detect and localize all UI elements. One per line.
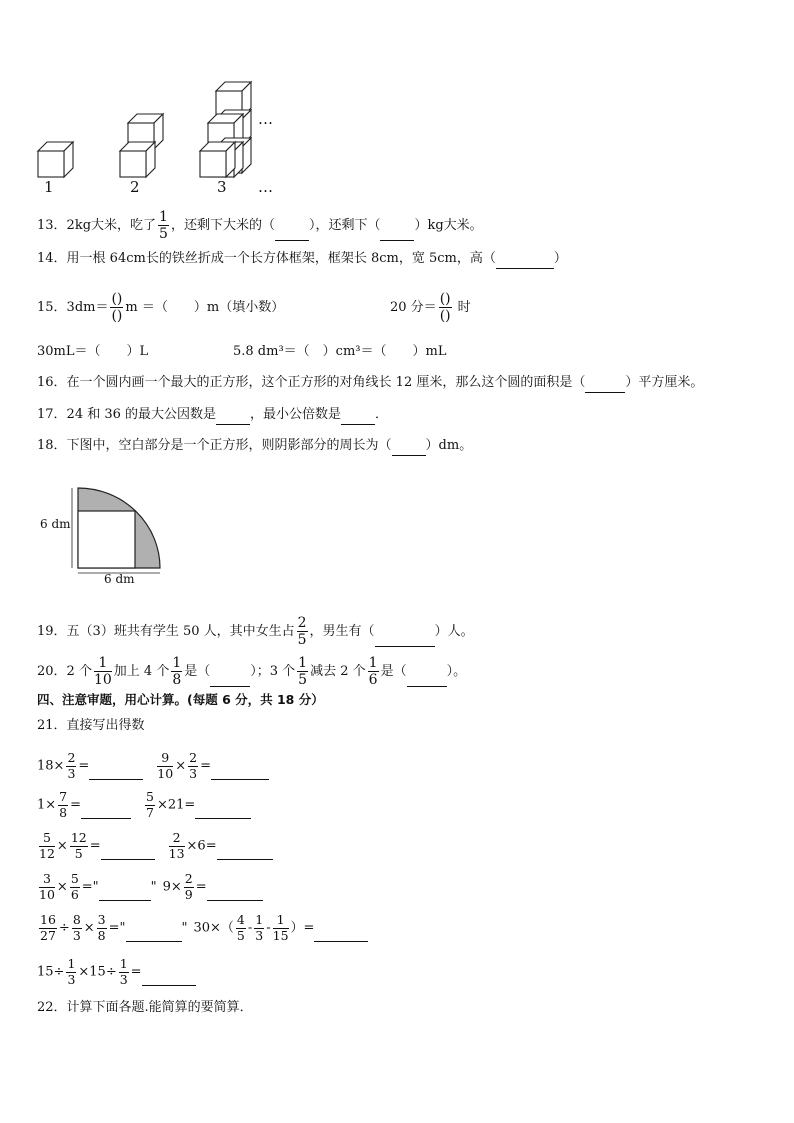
answer-blank[interactable] — [207, 886, 263, 901]
question-15b: 20 分＝ $\frac{()}{()}$ 时 — [390, 291, 471, 324]
calc-row-1: 18× $\frac{2}{3}$ = $\frac{9}{10}$ × $\frac{2}{3}$ = — [37, 752, 269, 780]
fraction: $\frac{16}{27}$ — [40, 912, 56, 943]
cube — [200, 142, 235, 177]
question-20: 20．2 个 $\frac{1}{10}$ 加上 4 个 $\frac{1}{8}$ 是（ ）；3 个 $\frac{1}{5}$ 减去 2 个 $\frac{1}{6}$ 是（ ）。 — [37, 655, 467, 688]
answer-blank[interactable] — [99, 886, 151, 901]
answer-blank[interactable] — [195, 804, 251, 819]
question-17: 17．24 和 36 的最大公因数是 ，最小公倍数是 ． — [37, 405, 388, 425]
fraction: $\frac{()}{()}$ — [111, 291, 123, 324]
fraction: $\frac{1}{3}$ — [119, 956, 128, 987]
answer-blank[interactable] — [314, 927, 368, 942]
answer-blank[interactable] — [216, 410, 250, 425]
answer-blank[interactable] — [217, 845, 273, 860]
answer-blank[interactable] — [375, 632, 435, 647]
fraction: $\frac{3}{8}$ — [97, 912, 106, 943]
fraction: $\frac{()}{()}$ — [439, 291, 451, 324]
fraction: $\frac{5}{6}$ — [70, 871, 79, 902]
calc-row-4: $\frac{3}{10}$ × $\frac{5}{6}$ =" " 9× $\frac{2}{9}$ = — [37, 873, 263, 901]
question-15c: 30mL＝（ ）L — [37, 344, 149, 359]
question-16: 16．在一个圆内画一个最大的正方形，这个正方形的对角线长 12 厘米，那么这个圆的面积是（ ）平方厘米。 — [37, 373, 703, 393]
answer-blank[interactable] — [101, 845, 155, 860]
fraction: $\frac{1}{3}$ — [255, 912, 264, 943]
question-14: 14．用一根 64cm长的铁丝折成一个长方体框架，框架长 8cm，宽 5cm，高（ ） — [37, 249, 567, 269]
answer-blank[interactable] — [585, 378, 625, 393]
white-square — [78, 511, 135, 568]
fraction: $\frac{2}{3}$ — [67, 750, 76, 781]
fraction: $\frac{1}{15}$ — [272, 912, 289, 943]
answer-blank[interactable] — [341, 410, 375, 425]
question-18: 18．下图中，空白部分是一个正方形，则阴影部分的周长为（ ）dm。 — [37, 436, 472, 456]
answer-blank[interactable] — [496, 254, 554, 269]
cube-label-3: 3 — [217, 178, 227, 196]
calc-row-6: 15÷ $\frac{1}{3}$ ×15÷ $\frac{1}{3}$ = — [37, 958, 196, 986]
question-13: 13．2kg大米，吃了 $\frac{1}{5}$ ，还剩下大米的（ ），还剩下（ ）kg大米。 — [37, 209, 483, 242]
answer-blank[interactable] — [407, 672, 447, 687]
cube — [38, 142, 73, 177]
cube — [120, 142, 155, 177]
fraction: $\frac{3}{10}$ — [39, 871, 55, 902]
calc-row-2: 1× $\frac{7}{8}$ = $\frac{5}{7}$ ×21= — [37, 791, 251, 819]
figure-bottom-label: 6 dm — [104, 572, 135, 586]
ellipsis-top: … — [258, 110, 273, 128]
answer-blank[interactable] — [392, 441, 426, 456]
fraction: $\frac{2}{13}$ — [168, 830, 185, 861]
calc-row-3: $\frac{5}{12}$ × $\frac{12}{5}$ = $\frac{2}{13}$ ×6= — [37, 832, 273, 860]
section-4-title: 四、注意审题，用心计算。(每题 6 分，共 18 分） — [37, 692, 324, 707]
cube-label-2: 2 — [130, 178, 140, 196]
fraction: $\frac{1}{5}$ — [298, 655, 308, 688]
fraction: $\frac{2}{5}$ — [297, 615, 307, 648]
figure-left-label: 6 dm — [40, 517, 71, 531]
fraction: $\frac{7}{8}$ — [59, 789, 68, 820]
fraction: $\frac{9}{10}$ — [157, 750, 174, 781]
cube-pattern-figure — [30, 74, 290, 200]
fraction: $\frac{1}{3}$ — [67, 956, 76, 987]
answer-blank[interactable] — [275, 226, 309, 241]
answer-blank[interactable] — [211, 765, 269, 780]
question-21-title: 21．直接写出得数 — [37, 718, 145, 733]
fraction: $\frac{1}{6}$ — [368, 655, 378, 688]
answer-blank[interactable] — [380, 226, 414, 241]
calc-row-5: $\frac{16}{27}$ ÷ $\frac{8}{3}$ × $\frac{3}{8}$ =" " 30×（ $\frac{4}{5}$ - $\frac{1}{3}$ - $\frac{1}{15}$ ）= — [37, 914, 368, 942]
fraction: $\frac{1}{8}$ — [172, 655, 182, 688]
question-22-title: 22．计算下面各题.能简算的要简算． — [37, 1000, 253, 1015]
fraction: $\frac{2}{9}$ — [184, 871, 193, 902]
fraction: $\frac{1}{5}$ — [159, 209, 168, 242]
quarter-circle-figure — [68, 478, 168, 574]
answer-blank[interactable] — [142, 971, 196, 986]
ellipsis-bottom: … — [258, 178, 273, 196]
fraction: $\frac{12}{5}$ — [70, 830, 87, 861]
cube-label-1: 1 — [44, 178, 54, 196]
answer-blank[interactable] — [89, 765, 143, 780]
answer-blank[interactable] — [126, 927, 182, 942]
fraction: $\frac{5}{7}$ — [146, 789, 154, 820]
fraction: $\frac{5}{12}$ — [39, 830, 55, 861]
question-15a: 15．3dm＝ $\frac{()}{()}$ m ＝（ ）m（填小数） — [37, 291, 285, 324]
fraction: $\frac{4}{5}$ — [236, 912, 245, 943]
fraction: $\frac{2}{3}$ — [189, 750, 198, 781]
fraction: $\frac{1}{10}$ — [93, 655, 112, 688]
question-19: 19．五（3）班共有学生 50 人，其中女生占 $\frac{2}{5}$ ，男生有（ ）人。 — [37, 615, 474, 648]
answer-blank[interactable] — [81, 804, 131, 819]
question-15d: 5.8 dm³＝（ ）cm³＝（ ）mL — [233, 344, 447, 359]
answer-blank[interactable] — [210, 672, 250, 687]
fraction: $\frac{8}{3}$ — [72, 912, 81, 943]
